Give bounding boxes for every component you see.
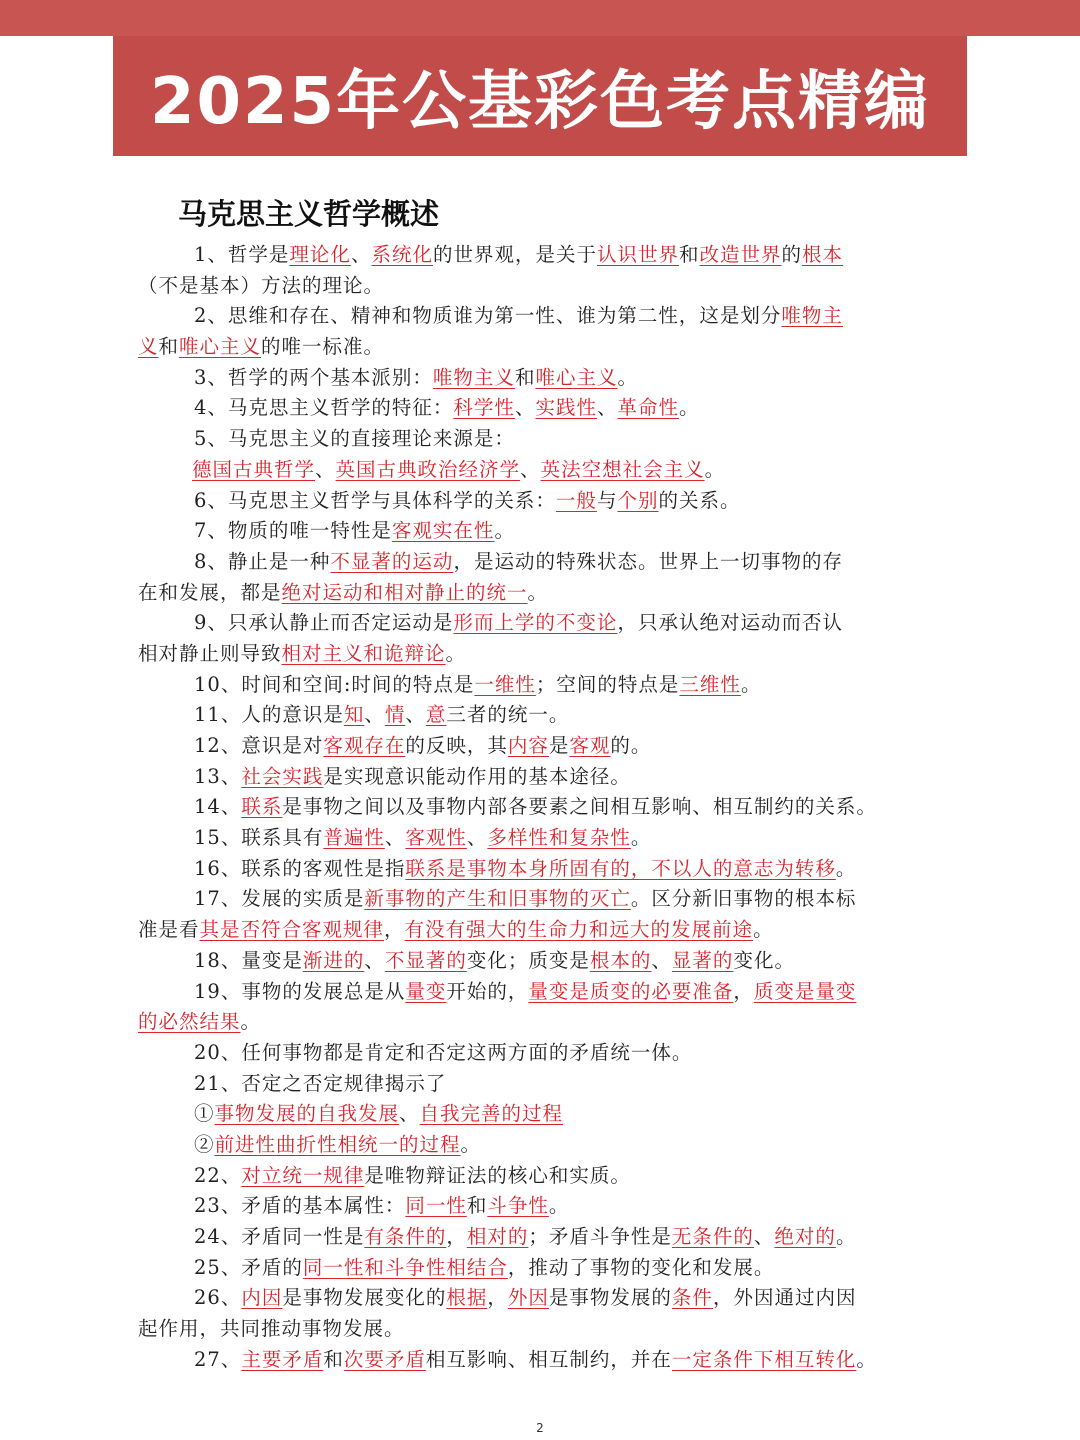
note-text: 是唯物辩证法的核心和实质。 xyxy=(364,1163,631,1187)
note-text: 和 xyxy=(158,335,180,359)
note-text: 是事物发展的 xyxy=(548,1286,672,1310)
key-term: 有条件的 xyxy=(364,1225,447,1248)
key-term: 社会实践 xyxy=(241,764,324,788)
key-term: 客观实在性 xyxy=(391,519,495,543)
note-line xyxy=(138,1283,933,1314)
note-line xyxy=(138,1038,933,1069)
note-text: 24、矛盾同一性是 xyxy=(194,1225,365,1248)
note-text: 11、人的意识是 xyxy=(194,703,344,727)
note-text: （不是基本）方法的理论。 xyxy=(138,273,385,297)
note-line xyxy=(138,332,933,363)
note-text: 。 xyxy=(630,826,652,850)
key-term: 改造世界 xyxy=(699,243,782,266)
note-text: 的关系。 xyxy=(658,488,741,512)
note-text: 2、思维和存在、精神和物质谁为第一性、谁为第二性，这是划分 xyxy=(194,304,782,328)
note-text: 在和发展，都是 xyxy=(138,580,282,604)
note-text: 。 xyxy=(753,918,774,942)
note-text: 4、马克思主义哲学的特征： xyxy=(194,396,454,420)
note-line xyxy=(138,516,933,547)
note-text: 是事物之间以及事物内部各要素之间相互影响、相互制约的关系。 xyxy=(282,795,877,819)
key-term: 次要矛盾 xyxy=(343,1347,426,1371)
note-line xyxy=(138,424,933,455)
key-term: 理论化 xyxy=(289,243,351,266)
note-text: ， xyxy=(384,918,405,942)
key-term: 一定条件下相互转化 xyxy=(671,1347,857,1371)
key-term: 绝对运动和相对静止的统一 xyxy=(281,580,528,604)
note-line xyxy=(138,1345,933,1376)
note-line xyxy=(138,700,933,731)
note-text: 开始的， xyxy=(446,979,529,1003)
note-text: 三者的统一。 xyxy=(446,703,570,727)
note-line xyxy=(138,731,933,762)
note-text: 3、哲学的两个基本派别： xyxy=(194,365,433,389)
key-term: 客观性 xyxy=(405,826,467,850)
note-text: 是实现意识能动作用的基本途径。 xyxy=(323,764,631,788)
key-term: 根本的 xyxy=(589,948,652,972)
note-text: 的 xyxy=(781,243,803,266)
key-term: 新事物的产生和旧事物的灭亡 xyxy=(364,887,631,911)
note-text: 。 xyxy=(740,672,762,696)
note-text: 8、静止是一种 xyxy=(194,549,331,573)
note-line xyxy=(138,792,933,823)
note-text: 22、 xyxy=(194,1163,242,1187)
note-text: 的。 xyxy=(610,734,652,757)
notes-body xyxy=(138,240,933,1375)
note-text: 、 xyxy=(753,1225,775,1248)
note-line xyxy=(138,823,933,854)
note-line xyxy=(138,608,933,639)
key-term: 形而上学的不变论 xyxy=(453,611,618,635)
note-line xyxy=(138,393,933,424)
note-text: 起作用，共同推动事物发展。 xyxy=(138,1317,405,1341)
note-text: 相互影响、相互制约，并在 xyxy=(425,1347,672,1371)
key-term: 量变 xyxy=(405,979,447,1003)
note-text: 9、只承认静止而否定运动是 xyxy=(194,611,454,635)
note-text: 6、马克思主义哲学与具体科学的关系： xyxy=(194,488,556,512)
note-text: ，是运动的特殊状态。世界上一切事物的存 xyxy=(453,549,843,573)
key-term: 条件 xyxy=(671,1286,713,1310)
note-line xyxy=(138,946,933,977)
note-text: 变化；质变是 xyxy=(466,948,590,972)
key-term: 同一性 xyxy=(405,1194,467,1218)
key-term: 普遍性 xyxy=(323,826,385,850)
note-text: 。 xyxy=(617,365,638,389)
note-text: 。 xyxy=(856,1347,877,1371)
note-text: 。 xyxy=(445,641,467,665)
note-text: 的反映，其 xyxy=(405,734,508,757)
key-term: 一维性 xyxy=(474,672,536,696)
note-line xyxy=(138,301,933,332)
note-text: 。 xyxy=(494,519,515,543)
page-number: 2 xyxy=(536,1421,544,1435)
note-line xyxy=(138,363,933,394)
key-term: 义 xyxy=(138,335,159,359)
note-text: 、 xyxy=(596,396,618,420)
note-text: 是事物发展变化的 xyxy=(282,1286,447,1310)
note-text: ，外因通过内因 xyxy=(712,1286,857,1310)
key-term: 客观 xyxy=(569,734,611,757)
note-line xyxy=(138,1099,933,1130)
key-term: 斗争性 xyxy=(487,1194,549,1218)
key-term: 渐进的 xyxy=(302,948,365,972)
note-line xyxy=(138,670,933,701)
note-line xyxy=(138,762,933,793)
note-text: 、 xyxy=(364,703,385,727)
key-term: 无条件的 xyxy=(671,1225,754,1248)
key-term: 事物发展的自我发展 xyxy=(214,1102,400,1126)
note-text: 。 xyxy=(704,457,726,481)
key-term: 客观存在 xyxy=(323,734,406,757)
key-term: 的必然结果 xyxy=(138,1010,241,1034)
note-text: ，推动了事物的变化和发展。 xyxy=(507,1255,775,1279)
note-text: 18、量变是 xyxy=(194,948,303,972)
note-text: 和 xyxy=(514,365,536,389)
note-text: 13、 xyxy=(194,764,242,788)
key-term: 系统化 xyxy=(371,243,433,266)
key-term: 质变是量变 xyxy=(753,979,857,1003)
title-banner xyxy=(113,36,967,156)
note-text: 、 xyxy=(466,826,488,850)
note-text: 。 xyxy=(835,1225,857,1248)
note-text: 。区分新旧事物的根本标 xyxy=(630,887,857,911)
key-term: 对立统一规律 xyxy=(241,1163,365,1187)
note-text: 7、物质的唯一特性是 xyxy=(194,519,392,543)
note-text: 、 xyxy=(350,243,372,266)
section-heading: 马克思主义哲学概述 xyxy=(178,197,440,231)
note-text: 、 xyxy=(520,457,541,481)
key-term: 根本 xyxy=(802,243,844,266)
key-term: 唯物主 xyxy=(781,304,843,328)
note-text: 26、 xyxy=(194,1286,242,1310)
key-term: 个别 xyxy=(617,488,659,512)
note-text: 、 xyxy=(364,948,385,972)
note-text: 、 xyxy=(399,1102,420,1126)
note-text: 20、任何事物都是肯定和否定这两方面的矛盾统一体。 xyxy=(194,1040,693,1064)
note-line xyxy=(138,455,933,486)
note-line xyxy=(138,578,933,609)
key-term: 一般 xyxy=(555,488,597,512)
note-line xyxy=(138,884,933,915)
key-term: 三维性 xyxy=(679,672,741,696)
key-term: 革命性 xyxy=(617,396,679,420)
note-text: 16、联系的客观性是指 xyxy=(194,856,406,880)
key-term: 有没有强大的生命力和远大的发展前途 xyxy=(404,918,754,942)
note-text: 。 xyxy=(679,396,700,420)
note-text: ， xyxy=(733,979,754,1003)
note-text: 。 xyxy=(548,1194,570,1218)
key-term: 唯心主义 xyxy=(535,365,618,389)
note-text: ① xyxy=(194,1102,215,1126)
key-term: 实践性 xyxy=(535,396,597,420)
note-text: 。 xyxy=(527,580,549,604)
note-line xyxy=(138,1007,933,1038)
key-term: 唯心主义 xyxy=(179,335,262,359)
note-line xyxy=(138,1130,933,1161)
note-line xyxy=(138,639,933,670)
note-text: 的世界观，是关于 xyxy=(432,243,597,266)
note-text: 、 xyxy=(315,457,336,481)
key-term: 相对的 xyxy=(466,1225,529,1248)
note-text: 相对静止则导致 xyxy=(138,641,282,665)
note-text: 17、发展的实质是 xyxy=(194,887,365,911)
key-term: 英国古典政治经济学 xyxy=(335,457,521,481)
note-text: ；空间的特点是 xyxy=(535,672,680,696)
note-text: 27、 xyxy=(194,1347,242,1371)
key-term: 唯物主义 xyxy=(432,365,515,389)
note-line xyxy=(138,854,933,885)
note-text: 14、 xyxy=(194,795,242,819)
key-term: 内容 xyxy=(507,734,549,757)
note-text: 19、事物的发展总是从 xyxy=(194,979,406,1003)
note-text: 。 xyxy=(835,856,857,880)
note-line xyxy=(138,1222,933,1253)
note-text: 10、时间和空间:时间的特点是 xyxy=(194,672,475,696)
key-term: 认识世界 xyxy=(596,243,679,266)
key-term: 根据 xyxy=(446,1286,488,1310)
key-term: 相对主义和诡辩论 xyxy=(281,641,446,665)
note-text: 与 xyxy=(596,488,618,512)
key-term: 量变是质变的必要准备 xyxy=(528,979,734,1003)
key-term: 知 xyxy=(343,703,365,727)
note-text: 15、联系具有 xyxy=(194,826,324,850)
key-term: 前进性曲折性相统一的过程 xyxy=(214,1132,461,1156)
note-text: ；矛盾斗争性是 xyxy=(528,1225,672,1248)
key-term: 联系是事物本身所固有的，不以人的意志为转移 xyxy=(405,856,836,880)
note-text: 25、矛盾的 xyxy=(194,1255,303,1279)
note-line xyxy=(138,977,933,1008)
banner-title: 2025年公基彩色考点精编 xyxy=(149,65,931,139)
note-text: 、 xyxy=(651,948,672,972)
key-term: 显著的 xyxy=(671,948,734,972)
note-line xyxy=(138,1069,933,1100)
note-text: 12、意识是对 xyxy=(194,734,324,757)
note-line xyxy=(138,1161,933,1192)
key-term: 联系 xyxy=(241,795,283,819)
key-term: 意 xyxy=(425,703,447,727)
key-term: 不显著的 xyxy=(384,948,467,972)
key-term: 情 xyxy=(384,703,406,727)
note-text: 、 xyxy=(405,703,426,727)
note-text: ，只承认绝对运动而否认 xyxy=(617,611,843,635)
note-text: ② xyxy=(194,1132,215,1156)
note-line xyxy=(138,486,933,517)
note-text: 是 xyxy=(548,734,570,757)
note-line xyxy=(138,1253,933,1284)
note-line xyxy=(138,1314,933,1345)
note-line xyxy=(138,547,933,578)
note-line xyxy=(138,1191,933,1222)
note-text: 。 xyxy=(240,1010,262,1034)
note-text: 和 xyxy=(466,1194,488,1218)
note-line xyxy=(138,915,933,946)
note-line xyxy=(138,271,933,302)
key-term: 同一性和斗争性相结合 xyxy=(302,1255,508,1279)
note-text: 、 xyxy=(514,396,536,420)
key-term: 绝对的 xyxy=(774,1225,836,1248)
key-term: 英法空想社会主义 xyxy=(540,457,705,481)
note-text: 、 xyxy=(384,826,406,850)
note-text: ， xyxy=(446,1225,467,1248)
key-term: 内因 xyxy=(241,1286,283,1310)
key-term: 不显著的运动 xyxy=(330,549,454,573)
note-line xyxy=(138,240,933,271)
note-text: 准是看 xyxy=(138,918,200,942)
note-text: 23、矛盾的基本属性： xyxy=(194,1194,406,1218)
note-text: 1、哲学是 xyxy=(194,243,290,266)
top-color-band xyxy=(0,0,1080,36)
key-term: 外因 xyxy=(507,1286,549,1310)
note-text: 的唯一标准。 xyxy=(261,335,385,359)
note-text: 21、否定之否定规律揭示了 xyxy=(194,1071,447,1095)
key-term: 其是否符合客观规律 xyxy=(199,918,385,942)
note-text: 。 xyxy=(460,1132,482,1156)
key-term: 主要矛盾 xyxy=(241,1347,324,1371)
key-term: 德国古典哲学 xyxy=(192,457,316,481)
note-text: 和 xyxy=(323,1347,344,1371)
key-term: 自我完善的过程 xyxy=(419,1102,564,1126)
key-term: 多样性和复杂性 xyxy=(487,826,631,850)
note-text: 和 xyxy=(679,243,700,266)
key-term: 科学性 xyxy=(453,396,515,420)
note-text: 变化。 xyxy=(733,948,795,972)
note-text: 5、马克思主义的直接理论来源是： xyxy=(194,427,515,451)
note-text: ， xyxy=(487,1286,508,1310)
